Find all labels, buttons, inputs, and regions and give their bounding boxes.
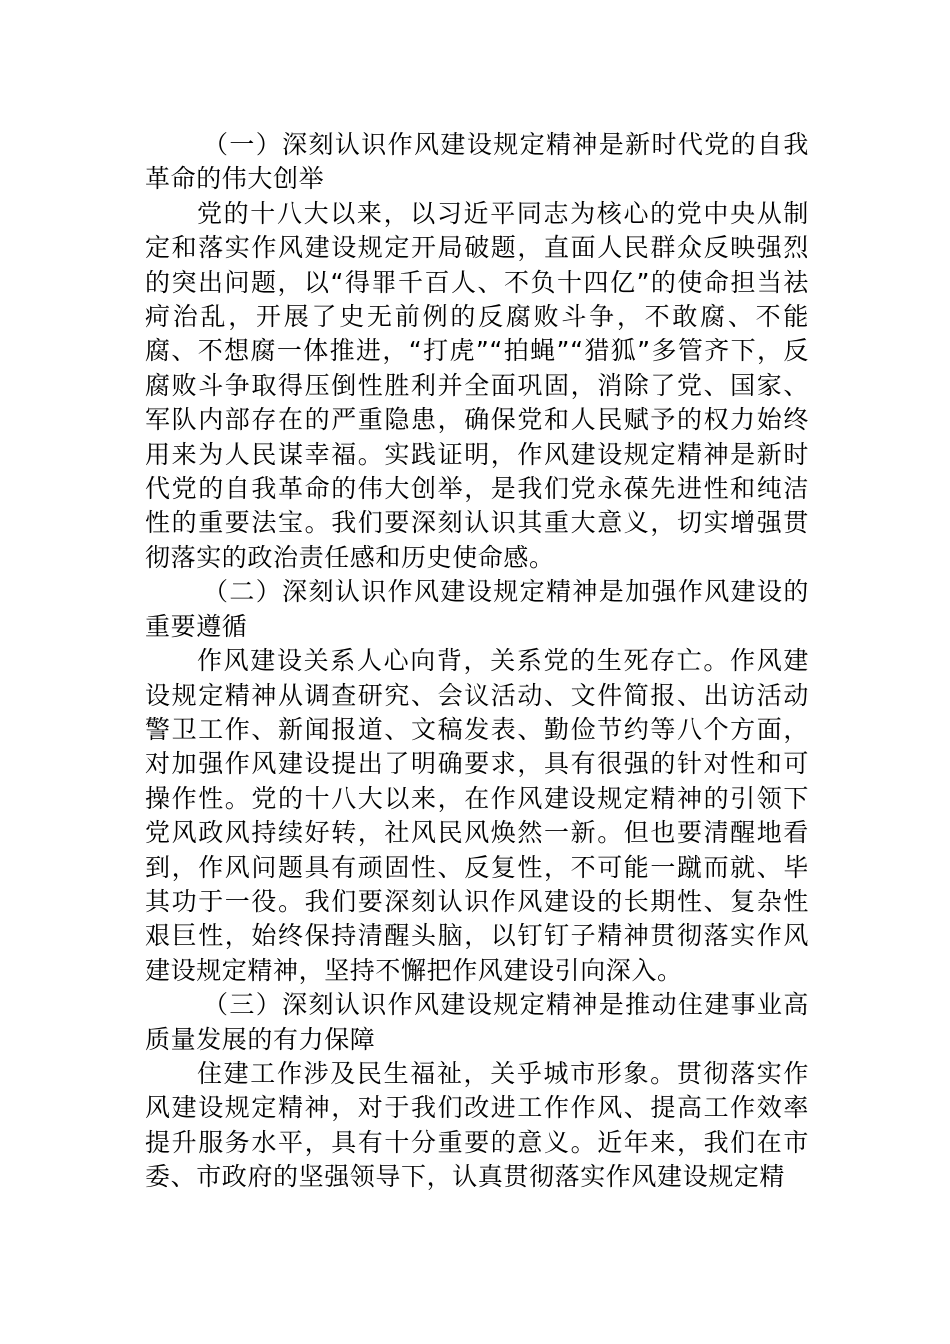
section-paragraph-2: 作风建设关系人心向背，关系党的生死存亡。作风建设规定精神从调查研究、会议活动、文件简报、出访活动警卫工作、新闻报道、文稿发表、勤俭节约等八个方面，对加强作风建设提出了明确要求，具有很强的针对性和可操作性。党的十八大以来，在作风建设规定精神的引领下党风政风持续好转，社风民风焕然一新。但也要清醒地看到，作风问题具有顽固性、反复性，不可能一蹴而就、毕其功于一役。我们要深刻认识作风建设的长期性、复杂性艰巨性，始终保持清醒头脑，以钉钉子精神贯彻落实作风建设规定精神，坚持不懈把作风建设引向深入。 (145, 646, 809, 985)
section-heading-1: （一）深刻认识作风建设规定精神是新时代党的自我革命的伟大创举 (145, 130, 809, 194)
section-heading-3: （三）深刻认识作风建设规定精神是推动住建事业高质量发展的有力保障 (145, 990, 809, 1054)
document-body (145, 128, 809, 1195)
section-paragraph-1: 党的十八大以来，以习近平同志为核心的党中央从制定和落实作风建设规定开局破题，直面人民群众反映强烈的突出问题，以“得罪千百人、不负十四亿”的使命担当祛疴治乱，开展了史无前例的反腐败斗争，不敢腐、不能腐、不想腐一体推进，“打虎”“拍蝇”“猎狐”多管齐下，反腐败斗争取得压倒性胜利并全面巩固，消除了党、国家、军队内部存在的严重隐患，确保党和人民赋予的权力始终用来为人民谋幸福。实践证明，作风建设规定精神是新时代党的自我革命的伟大创举，是我们党永葆先进性和纯洁性的重要法宝。我们要深刻认识其重大意义，切实增强贯彻落实的政治责任感和历史使命感。 (145, 198, 809, 572)
section-heading-2: （二）深刻认识作风建设规定精神是加强作风建设的重要遵循 (145, 577, 809, 641)
section-paragraph-3: 住建工作涉及民生福祉，关乎城市形象。贯彻落实作风建设规定精神，对于我们改进工作作风、提高工作效率提升服务水平，具有十分重要的意义。近年来，我们在市委、市政府的坚强领导下，认真贯彻落实作风建设规定精 (145, 1058, 809, 1192)
